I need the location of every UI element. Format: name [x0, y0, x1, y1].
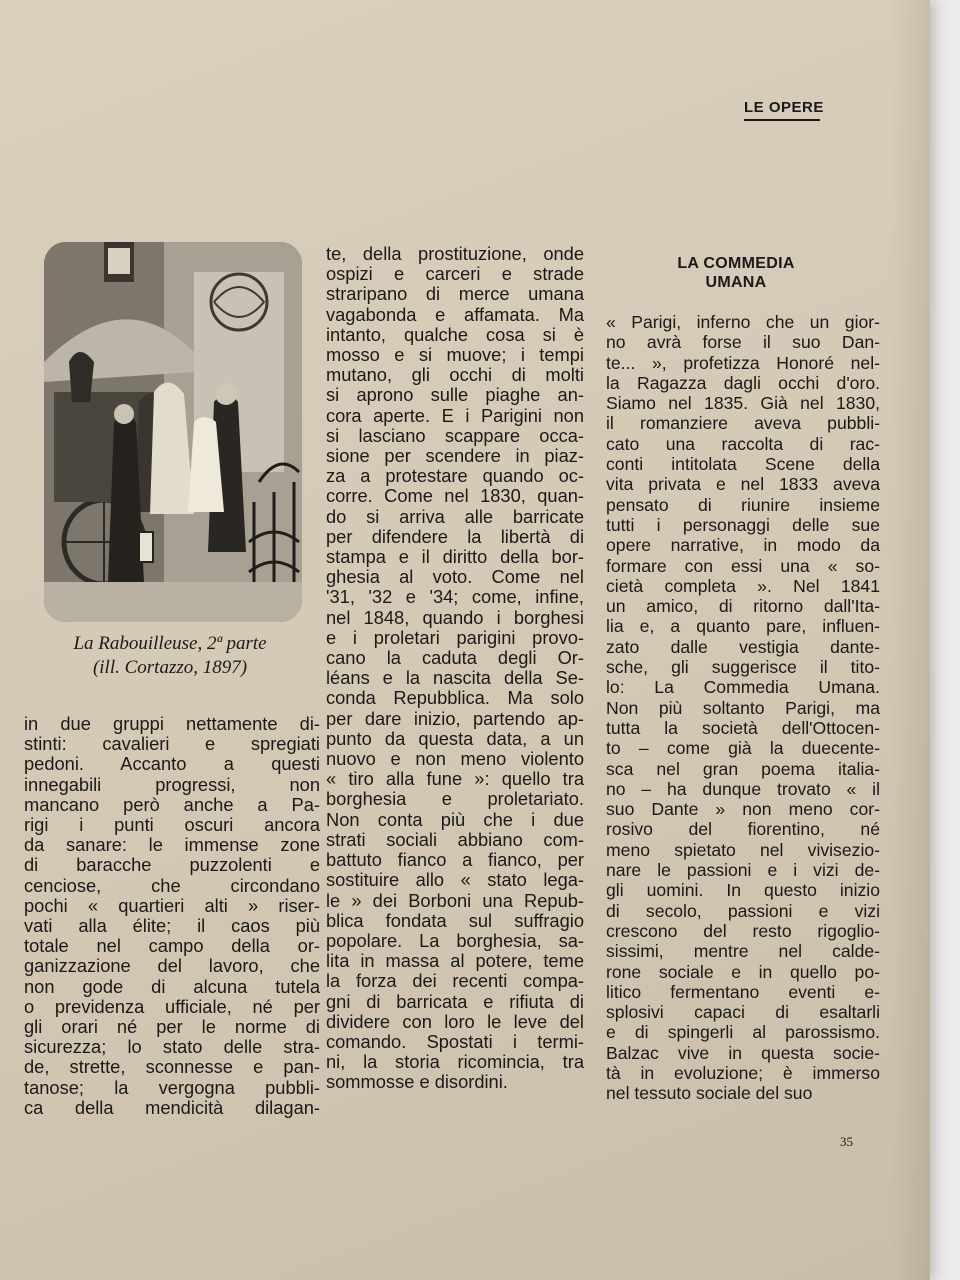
text-line: si aprono sulle piaghe an-: [326, 384, 584, 406]
text-line: lo: La Commedia Umana.: [606, 677, 880, 698]
text-line: nel tessuto sociale del suo: [606, 1083, 813, 1104]
page-number: 35: [840, 1134, 853, 1149]
text-line: tutta la società dell'Ottocen-: [606, 717, 880, 738]
text-line: cenciose, che circondano: [24, 874, 320, 896]
text-line: vagabonda e affamata. Ma: [326, 303, 584, 325]
caption-line: (ill. Cortazzo, 1897): [92, 657, 248, 678]
text-line: gni di barricata e rifiuta di: [326, 990, 584, 1012]
text-line: Non più soltanto Parigi, ma: [606, 697, 880, 718]
text-line: nuovo e non meno violento: [326, 748, 584, 770]
text-line: formare con essi una « so-: [606, 555, 880, 576]
text-line: meno spietato nel vivisezio-: [606, 839, 880, 860]
text-line: '31, '32 e '34; come, infine,: [326, 586, 584, 608]
header-underline: [744, 119, 820, 121]
text-line: sommosse e disordini.: [326, 1071, 508, 1093]
running-header: LE OPERE: [744, 99, 824, 116]
text-line: innegabili progressi, non: [24, 773, 320, 795]
text-line: nel 1848, quando i borghesi: [326, 606, 584, 628]
text-line: il romanziere aveva pubbli-: [606, 413, 880, 434]
street-scene-illustration: [44, 242, 302, 622]
text-line: corre. Come nel 1830, quan-: [326, 485, 584, 507]
text-line: totale nel campo della or-: [24, 935, 320, 957]
text-line: zato dalle vestigia dante-: [606, 636, 880, 657]
text-line: di secolo, passioni e vizi: [606, 900, 880, 921]
text-line: « tiro alla fune »: quello tra: [326, 768, 584, 790]
text-line: in due gruppi nettamente di-: [24, 713, 320, 734]
text-line: non gode di alcuna tutela: [24, 975, 320, 997]
section-heading-line: UMANA: [705, 274, 767, 291]
text-line: pedoni. Accanto a questi: [24, 753, 320, 775]
text-line: dividere con loro le leve del: [326, 1010, 584, 1032]
text-line: no avrà forse il suo Dan-: [606, 332, 880, 353]
section-heading: [624, 254, 848, 292]
text-line: opere narrative, in modo da: [606, 535, 880, 556]
text-line: la forza dei recenti compa-: [326, 970, 584, 992]
text-line: un amico, di ritorno dall'Ita-: [606, 596, 880, 617]
text-line: Non conta più che i due: [326, 808, 584, 830]
text-line: stampa e il diritto della bor-: [326, 546, 584, 568]
text-line: strati sociali abbiano com-: [326, 828, 584, 850]
text-line: Siamo nel 1835. Già nel 1830,: [606, 393, 880, 414]
text-column-2: [326, 244, 584, 1093]
text-line: si lasciano scappare occa-: [326, 424, 584, 446]
text-line: no – ha dunque trovato « il: [606, 778, 880, 799]
text-line: sca nel gran poema italia-: [606, 758, 880, 779]
text-line: per difendere la libertà di: [326, 525, 584, 547]
text-line: rigi i punti oscuri ancora: [24, 814, 320, 836]
text-line: te, della prostituzione, onde: [326, 243, 584, 264]
illustration-caption: [20, 632, 320, 680]
text-line: sche, gli suggerisce il tito-: [606, 657, 880, 678]
text-line: mancano però anche a Pa-: [24, 793, 320, 815]
text-line: da sanare: le immense zone: [24, 834, 320, 856]
text-line: borghesia e proletariato.: [326, 788, 584, 810]
text-line: do si arriva alle barricate: [326, 505, 584, 527]
text-line: suo Dante » non meno cor-: [606, 799, 880, 820]
text-line: cora aperte. E i Parigini non: [326, 404, 584, 426]
text-line: pochi « quartieri alti » riser-: [24, 894, 320, 916]
text-line: cato una raccolta di rac-: [606, 433, 880, 454]
caption-line: La Rabouilleuse, 2ª parte: [73, 633, 267, 654]
text-line: sicurezza; lo stato delle stra-: [24, 1036, 320, 1058]
text-line: litico fermentano eventi e-: [606, 981, 880, 1002]
text-line: « Parigi, inferno che un gior-: [606, 312, 880, 332]
text-line: za a protestare quando oc-: [326, 465, 584, 487]
text-line: mosso e si muove; i tempi: [326, 344, 584, 366]
text-line: vati alla élite; il caos più: [24, 915, 320, 937]
text-column-3: [606, 312, 880, 1104]
text-line: conda Repubblica. Ma solo: [326, 687, 584, 709]
text-line: popolare. La borghesia, sa-: [326, 929, 584, 951]
text-line: intanto, qualche cosa si è: [326, 323, 584, 345]
text-line: cano la caduta degli Or-: [326, 647, 584, 669]
text-line: la Ragazza dagli occhi d'oro.: [606, 372, 880, 393]
text-line: crescono del resto rigoglio-: [606, 920, 880, 941]
text-line: pensato di riunire insieme: [606, 494, 880, 515]
text-line: ni, la storia ricomincia, tra: [326, 1051, 584, 1073]
text-line: ospizi e carceri e strade: [326, 263, 584, 285]
text-line: ganizzazione del lavoro, che: [24, 955, 320, 977]
text-line: tanose; la vergogna pubbli-: [24, 1076, 320, 1098]
text-line: e i proletari parigini provo-: [326, 626, 584, 648]
text-line: gli orari né per le norme di: [24, 1016, 320, 1038]
text-line: battuto fianco a fianco, per: [326, 849, 584, 871]
text-line: conti intitolata Scene della: [606, 454, 880, 475]
text-line: de, strette, sconnesse e pan-: [24, 1056, 320, 1078]
text-line: cietà completa ». Nel 1841: [606, 575, 880, 596]
text-line: di baracche puzzolenti e: [24, 854, 320, 876]
text-line: lia e, a quanto pare, influen-: [606, 616, 880, 637]
text-line: blica fondata sul suffragio: [326, 909, 584, 931]
text-line: e di spingerli al parossismo.: [606, 1022, 880, 1043]
text-line: te... », profetizza Honoré nel-: [606, 352, 880, 373]
text-column-1: [24, 714, 320, 1118]
text-line: nare le passioni e i vizi de-: [606, 860, 880, 881]
illustration-engraving: [44, 242, 302, 622]
text-line: rone sociale e in quello po-: [606, 961, 880, 982]
text-line: to – come già la duecente-: [606, 738, 880, 759]
text-line: gli uomini. In questo inizio: [606, 880, 880, 901]
text-line: splosivi capaci di esaltarli: [606, 1002, 880, 1023]
text-line: mutano, gli occhi di molti: [326, 364, 584, 386]
text-line: punto da questa data, a un: [326, 727, 584, 749]
text-line: sissimi, mentre nel calde-: [606, 941, 880, 962]
text-line: per dare inizio, partendo ap-: [326, 707, 584, 729]
text-line: Balzac vive in questa socie-: [606, 1042, 880, 1063]
text-line: ca della mendicità dilagan-: [24, 1096, 320, 1118]
text-line: tà in evoluzione; è immerso: [606, 1062, 880, 1083]
text-line: stinti: cavalieri e spregiati: [24, 733, 320, 755]
text-line: rosivo del fiorentino, né: [606, 819, 880, 840]
text-line: sostituire allo « stato lega-: [326, 869, 584, 891]
text-line: léans e la nascita della Se-: [326, 667, 584, 689]
text-line: le » dei Borboni una Repub-: [326, 889, 584, 911]
text-line: tutti i personaggi delle sue: [606, 514, 880, 535]
text-line: o previdenza ufficiale, né per: [24, 995, 320, 1017]
text-line: ghesia al voto. Come nel: [326, 566, 584, 588]
text-line: vita privata e nel 1833 aveva: [606, 474, 880, 495]
text-line: sione per scendere in piaz-: [326, 445, 584, 467]
text-line: lita in massa al potere, teme: [326, 950, 584, 972]
text-line: straripano di merce umana: [326, 283, 584, 305]
text-line: comando. Spostati i termi-: [326, 1030, 584, 1052]
section-heading-line: LA COMMEDIA: [677, 255, 795, 272]
